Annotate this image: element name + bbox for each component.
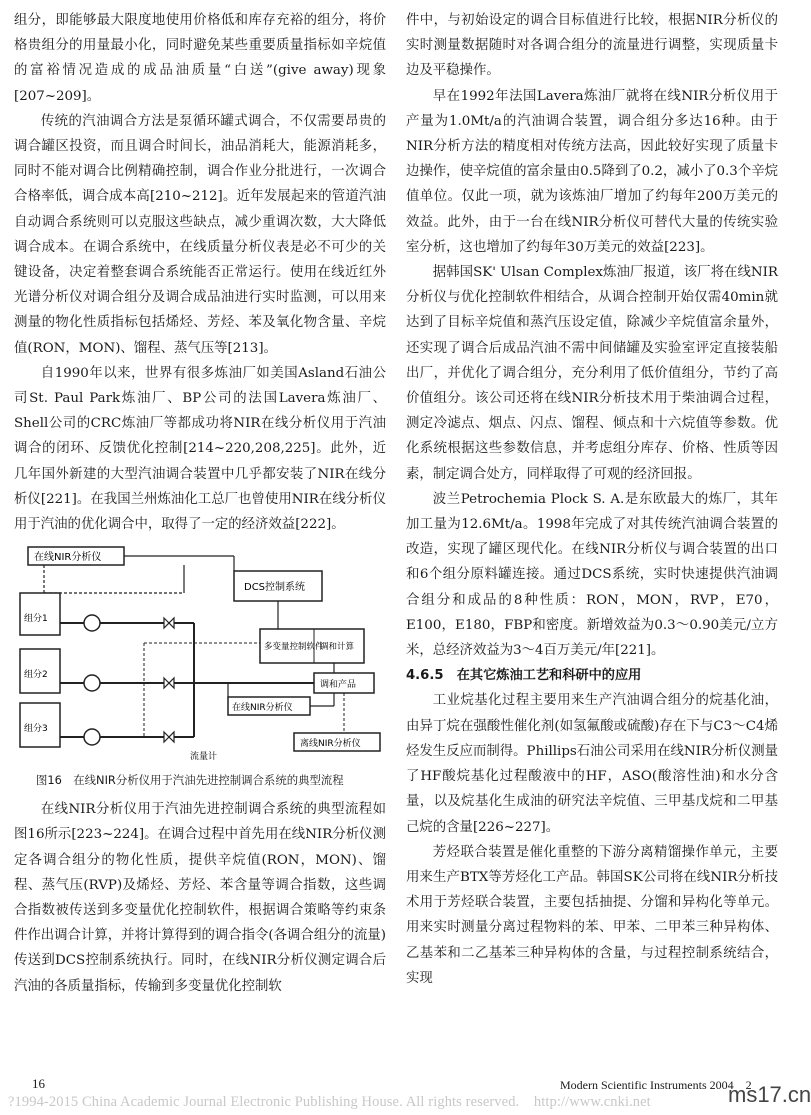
tank-2 bbox=[20, 649, 60, 693]
calc-label: 调和计算 bbox=[320, 642, 355, 653]
figure-caption: 图16 在线NIR分析仪用于汽油先进控制调合系统的典型流程 bbox=[36, 773, 344, 788]
paragraph: 自1990年以来，世界有很多炼油厂如美国Asland石油公司St. Paul Park炼油厂、BP公司的法国Lavera炼油厂、Shell公司的CRC炼油厂等都成功将NIR在线分析仪用于汽油调合的闭环、反馈优化控制[214~220,208,225]。此外，近几年国外新建的大型汽油调合装置中几乎都安装了NIR在线分析仪[221]。在我国兰州炼油化工总厂也曾使用NIR在线分析仪用于汽油的优化调合中，取得了一定的经济效益[222]。 bbox=[14, 365, 386, 533]
svg-text:组分2: 组分2 bbox=[24, 670, 48, 681]
watermark: ms17.cn bbox=[728, 1082, 811, 1107]
paragraph: 工业烷基化过程主要用来生产汽油调合组分的烷基化油，由异丁烷在强酸性催化剂(如氢氟酸或硫酸)存在下与C3～C4烯烃发生反应而制得。Phillips石油公司采用在线NIR分析仪测量了HF酸烷基化过程酸液中的HF，ASO(酸溶性油)和水分含量，以及烷基化生成油的研究法辛烷值、三甲基戊烷和二甲基己烷的含量[226~227]。 bbox=[406, 693, 778, 835]
svg-text:组分3: 组分3 bbox=[24, 724, 48, 735]
tank-3 bbox=[20, 703, 60, 747]
online-nir-label: 在线NIR分析仪 bbox=[34, 552, 102, 564]
figure-16 bbox=[14, 543, 386, 765]
svg-text:组分1: 组分1 bbox=[24, 614, 48, 625]
paragraph: 传统的汽油调合方法是泵循环罐式调合，不仅需要昂贵的调合罐区投资，而且调合时间长，油品消耗大，能源消耗多，同时不能对调合比例精确控制，调合作业分批进行，一次调合合格率低，调合成本高[210~212]。近年发展起来的管道汽油自动调合系统则可以克服这些缺点，减少重调次数，大大降低调合成本。在调合系统中，在线质量分析仪表是必不可少的关键设备，决定着整套调合系统能否正常运行。使用在线近红外光谱分析仪对调合组分及调合成品油进行实时监测，可以用来测量的物化性质指标包括烯烃、芳烃、苯及氧化物含量、辛烷值(RON，MON)、馏程、蒸气压等[213]。 bbox=[14, 113, 386, 356]
paragraph: 件中，与初始设定的调合目标值进行比较，根据NIR分析仪的实时测量数据随时对各调合组分的流量进行调整，实现质量卡边及平稳操作。 bbox=[406, 13, 778, 79]
section-heading: 4.6.5 在其它炼油工艺和科研中的应用 bbox=[406, 668, 642, 684]
online-nir-2-label: 在线NIR分析仪 bbox=[232, 703, 293, 714]
tank-1 bbox=[20, 593, 60, 635]
mv-control-label: 多变量控制软件 bbox=[264, 642, 324, 653]
offline-nir-label: 离线NIR分析仪 bbox=[300, 739, 361, 750]
paragraph: 波兰Petrochemia Plock S. A.是东欧最大的炼厂，其年加工量为12.6Mt/a。1998年完成了对其传统汽油调合装置的改造，实现了罐区现代化。在线NIR分析仪与调合装置的出口和6个组分原料罐连接。通过DCS系统，实时快速提供汽油调合组分和成品的8种性质：RON，MON，RVP，E70，E100，E180，FBP和密度。新增效益为0.3～0.90美元/立方米，总经济效益为3～4百万美元/年[221]。 bbox=[406, 491, 778, 659]
flowmeter-label: 流量计 bbox=[190, 752, 218, 763]
paragraph: 早在1992年法国Lavera炼油厂就将在线NIR分析仪用于产量为1.0Mt/a的汽油调合装置，调合组分多达16种。由于NIR分析方法的精度相对传统方法高，因此较好实现了质量卡边操作，使辛烷值的富余量由0.5降到了0.2，减小了0.3个辛烷值单位。仅此一项，就为该炼油厂增加了约每年200万美元的效益。此外，由于一台在线NIR分析仪可替代大量的传统实验室分析，这也增加了约每年30万美元的效益[223]。 bbox=[406, 88, 778, 255]
paragraph: 芳烃联合装置是催化重整的下游分离精馏操作单元，主要用来生产BTX等芳烃化工产品。韩国SK公司将在线NIR分析技术用于芳烃联合装置，主要包括抽提、分馏和异构化等单元。用来实时测量分离过程物料的苯、甲苯、二甲苯三种异构体、乙基苯和二乙基苯三种异构体的含量，与过程控制系统结合，实现 bbox=[406, 844, 778, 986]
copyright-notice: ?1994-2015 China Academic Journal Electronic Publishing House. All rights reserved. http://www.cnki.net bbox=[8, 1094, 651, 1110]
right-column bbox=[406, 8, 778, 991]
page-number: 16 bbox=[32, 1076, 45, 1091]
paragraph: 据韩国SK' Ulsan Complex炼油厂报道，该厂将在线NIR分析仪与优化控制软件相结合，从调合控制开始仅需40min就达到了目标辛烷值和蒸汽压设定值，除减少辛烷值富余量外，还实现了调合后成品汽油不需中间储罐及实验室评定直接装船出厂，并优化了调合组分，充分利用了低价值组分，节约了高价值组分。该公司还将在线NIR分析技术用于柴油调合过程，测定冷滤点、烟点、闪点、馏程、倾点和十六烷值等参数。优化系统根据这些参数信息，并考虑组分库存、价格、性质等因素，制定调合处方，同样取得了可观的经济回报。 bbox=[406, 265, 778, 482]
page-footer bbox=[0, 1070, 811, 1114]
paragraph: 组分，即能够最大限度地使用价格低和库存充裕的组分，将价格贵组分的用量最小化，同时避免某些重要质量指标如辛烷值的富裕情况造成的成品油质量“白送”(give away)现象[207~209]。 bbox=[14, 13, 386, 104]
paragraph: 在线NIR分析仪用于汽油先进控制调合系统的典型流程如图16所示[223~224]。在调合过程中首先用在线NIR分析仪测定各调合组分的物化性质，提供辛烷值(RON，MON)、馏程、蒸气压(RVP)及烯烃、芳烃、苯含量等调合指数，这些调合指数被传送到多变量优化控制软件，根据调合策略等约束条件作出调合计算，并将计算得到的调合指令(各调合组分的流量)传送到DCS控制系统执行。同时，在线NIR分析仪测定调合后汽油的各质量指标，传输到多变量优化控制软 bbox=[14, 802, 386, 994]
product-label: 调和产品 bbox=[320, 680, 357, 691]
dcs-label: DCS控制系统 bbox=[244, 582, 306, 594]
left-column bbox=[14, 8, 386, 999]
flow-diagram bbox=[14, 543, 386, 765]
journal-name: Modern Scientific Instruments 2004 2 bbox=[560, 1078, 752, 1092]
